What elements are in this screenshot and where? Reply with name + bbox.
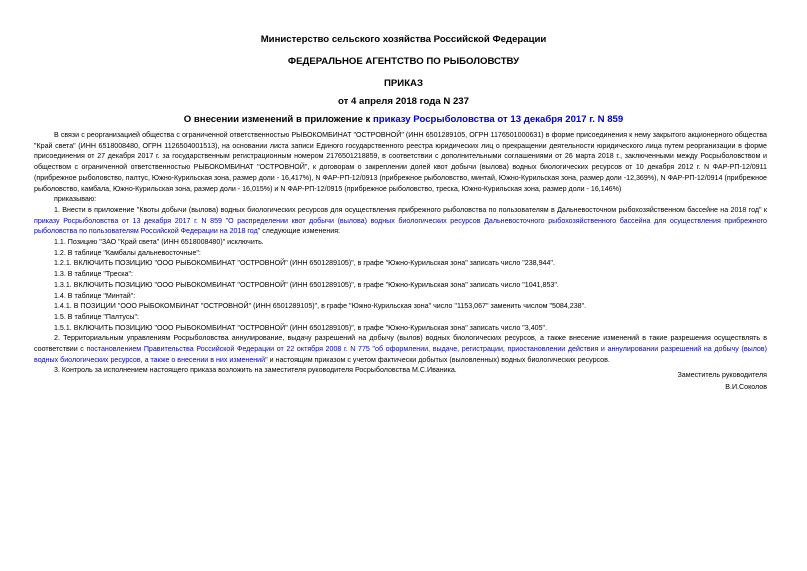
ministry-heading: Министерство сельского хозяйства Российской Федерации (260, 34, 547, 45)
document-title (0, 114, 807, 126)
title-order-link[interactable]: приказу Росрыболовства от 13 декабря 2017 г. N 859 (372, 114, 624, 125)
order-word: приказываю: (54, 195, 97, 204)
item-1-4-1: 1.4.1. В ПОЗИЦИИ "ООО РЫБОКОМБИНАТ "ОСТРОВНОЙ" (ИНН 6501289105)", в графе "Южно-Курильская зона" число "1153,067" заменить числом "5084,238". (54, 302, 587, 311)
item-2-suffix: и настоящим приказом с учетом фактически добытых (выловленных) водных биологических ресурсов. (267, 355, 610, 364)
item-1-5: 1.5. В таблице "Палтусы": (54, 312, 139, 321)
item-1-3: 1.3. В таблице "Треска": (54, 270, 133, 279)
order-859-link[interactable]: приказу Росрыболовства от 13 декабря 2017 г. N 859 "О распределении квот добычи (вылова) водных биологических ресурсов Дальневосточного рыбохозяйственного бассейна для осуществления прибрежного рыболовства по пользователям Российской Федерации на 2018 год" (34, 216, 767, 236)
item-1-5-1: 1.5.1. ВКЛЮЧИТЬ ПОЗИЦИЮ "ООО РЫБОКОМБИНАТ "ОСТРОВНОЙ" (ИНН 6501289105)", в графе "Южно-Курильская зона" записать число "3,405". (54, 323, 548, 332)
item-1-4: 1.4. В таблице "Минтай": (54, 291, 136, 300)
item-1-2-1: 1.2.1. ВКЛЮЧИТЬ ПОЗИЦИЮ "ООО РЫБОКОМБИНАТ "ОСТРОВНОЙ" (ИНН 6501289105)", в графе "Южно-Курильская зона" записать число "238,944". (54, 259, 555, 268)
doc-type-heading: ПРИКАЗ (384, 78, 423, 89)
item-1-3-1: 1.3.1. ВКЛЮЧИТЬ ПОЗИЦИЮ "ООО РЫБОКОМБИНАТ "ОСТРОВНОЙ" (ИНН 6501289105)", в графе "Южно-Курильская зона" записать число "1041,853". (54, 280, 559, 289)
signature-position: Заместитель руководителя (677, 371, 767, 379)
signature-name: В.И.Соколов (725, 383, 767, 391)
item-1-2: 1.2. В таблице "Камбалы дальневосточные": (54, 248, 201, 257)
item-1-suffix: следующие изменения: (260, 227, 341, 236)
item-3-paragraph: 3. Контроль за исполнением настоящего приказа возложить на заместителя руководителя Росрыболовства М.С.Иваника. (54, 366, 457, 375)
resolution-775-link[interactable]: постановлением Правительства Российской Федерации от 22 октября 2008 г. N 775 "об оформлении, выдаче, регистрации, приостановлении действия и аннулировании разрешений на добычу (вылов) водных биологических ресурсов, а также о внесении в них изменений" (34, 345, 768, 364)
agency-heading: ФЕДЕРАЛЬНОЕ АГЕНТСТВО ПО РЫБОЛОВСТВУ (287, 56, 520, 67)
document-body (34, 130, 767, 376)
item-2-text: 2. Территориальным управлениям Росрыболовства аннулирование, выдачу разрешений на добычу (вылов) водных биологических ресурсов, а также внесение изменений в такие разрешения осуществлять в соответствии с (34, 334, 767, 354)
title-text: О внесении изменений в приложение к (183, 114, 373, 125)
item-1-paragraph (34, 205, 767, 237)
item-1-1: 1.1. Позицию "ЗАО "Край света" (ИНН 6518008480)" исключить. (54, 238, 264, 247)
date-number-heading: от 4 апреля 2018 года N 237 (338, 96, 469, 107)
item-1-text: 1. Внести в приложение "Квоты добычи (вылова) водных биологических ресурсов для осуществления прибрежного рыболовства по пользователям в Дальневосточном рыбохозяйственном бассейне на 2018 год" к (54, 205, 767, 214)
item-2-paragraph (34, 333, 767, 365)
preamble-paragraph: В связи с реорганизацией общества с ограниченной ответственностью РЫБОКОМБИНАТ "ОСТРОВНОЙ" (ИНН 6501289105, ОГРН 1176501000631) в форме присоединения к нему закрытого акционерного общества "Край света" (ИНН 6518008480, ОГРН 1126504001513), на основании листа записи Единого государственного реестра юридических лиц о прекращении деятельности юридического лица путем реорганизации в форме присоединения от 27 декабря 2017 г. за государственным регистрационным номером 2176501218859, в соответствии с дополнительными соглашениями от 26 марта 2018 г., заключенными между Росрыболовством и обществом с ограниченной ответственностью РЫБОКОМБИНАТ "ОСТРОВНОЙ", к договорам о закреплении долей квот добычи (вылова) водных биологических ресурсов от 10 декабря 2012 г. N ФАР-РП-12/0911 (прибрежное рыболовство, палтус, Южно-Курильская зона, размер доли - 16,417%), N ФАР-РП-12/0913 (прибрежное рыболовство, минтай, Южно-Курильская зона, размер доли -12,369%), N ФАР-РП-12/0914 (прибрежное рыболовство, камбала, Южно-Курильская зона, размер доли - 16,015%) и N ФАР-РП-12/0915 (прибрежное рыболовство, треска, Южно-Курильская зона, размер доли - 16,146%) (34, 131, 767, 193)
